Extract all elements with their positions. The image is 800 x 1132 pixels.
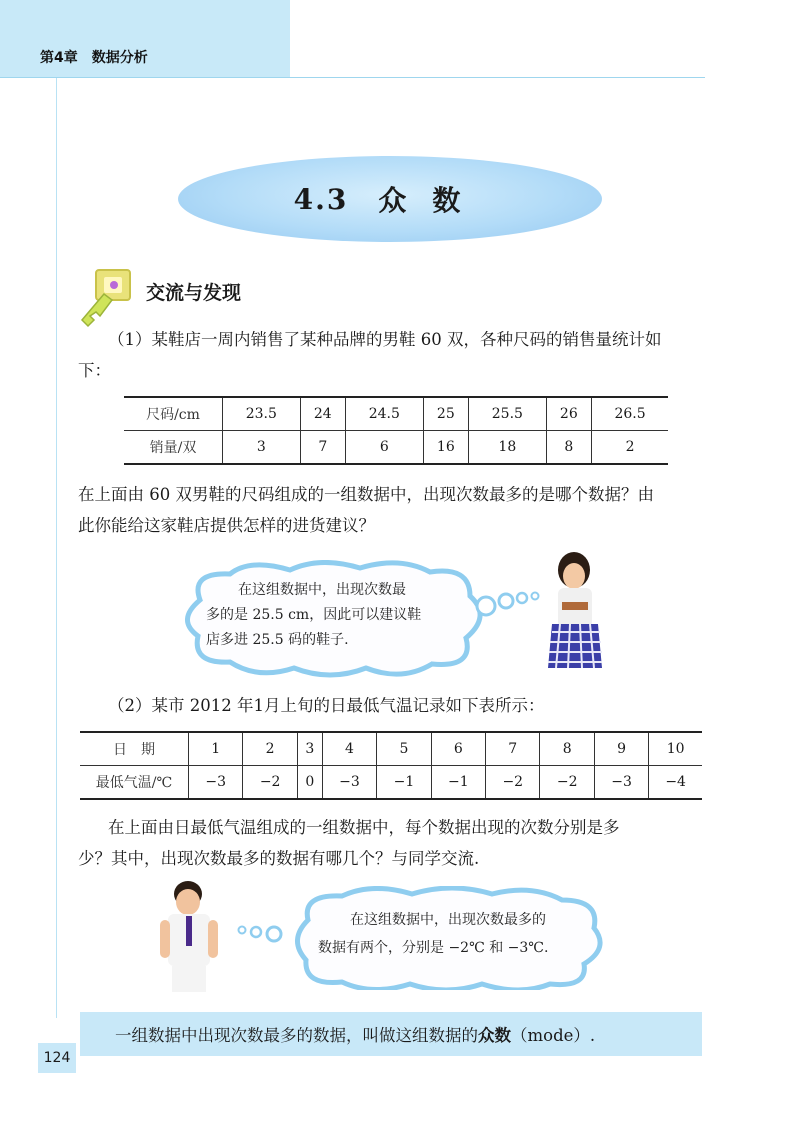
- table-cell: 23.5: [223, 397, 301, 431]
- table-cell: 3: [223, 431, 301, 465]
- table-cell: 25: [423, 397, 468, 431]
- table-cell: −3: [322, 766, 376, 800]
- table-cell: 3: [297, 732, 322, 766]
- row-header: 最低气温/℃: [80, 766, 189, 800]
- section-number: 4.3: [293, 182, 349, 216]
- question-1-followup-line-1: 在上面由 60 双男鞋的尺码组成的一组数据中，出现次数最多的是哪个数据？由: [78, 485, 654, 504]
- table-cell: 4: [322, 732, 376, 766]
- question-2-followup-line-2: 少？其中，出现次数最多的数据有哪几个？与同学交流.: [78, 849, 480, 868]
- table-row: [124, 397, 668, 431]
- table-cell: −1: [377, 766, 431, 800]
- bubble-1-line-1: 在这组数据中，出现次数最: [238, 582, 406, 598]
- boy-figure: [156, 880, 224, 992]
- table-cell: 8: [546, 431, 591, 465]
- key-icon: [74, 268, 136, 332]
- chapter-label: 第4章 数据分析: [40, 50, 148, 66]
- margin-line: [56, 78, 57, 1018]
- question-1-followup-line-2: 此你能给这家鞋店提供怎样的进货建议？: [78, 516, 375, 535]
- table-row: [80, 766, 702, 800]
- question-2-line: （2）某市 2012 年1月上旬的日最低气温记录如下表所示：: [108, 696, 545, 715]
- page-number: 124: [38, 1043, 76, 1073]
- section-title-word: 众数: [378, 184, 487, 217]
- table-cell: −2: [540, 766, 594, 800]
- table-cell: −2: [243, 766, 297, 800]
- table-cell: 9: [594, 732, 648, 766]
- table-cell: 6: [431, 732, 485, 766]
- table-cell: −2: [486, 766, 540, 800]
- table-cell: 7: [486, 732, 540, 766]
- table-cell: 24.5: [346, 397, 424, 431]
- table-cell: −4: [649, 766, 702, 800]
- definition-after: （mode）.: [511, 1026, 596, 1045]
- bubble-2-line-2: 数据有两个，分别是 −2℃ 和 −3℃.: [318, 940, 549, 956]
- table-row: [124, 431, 668, 465]
- table-cell: 26: [546, 397, 591, 431]
- bubble-2-line-1: 在这组数据中，出现次数最多的: [350, 912, 546, 928]
- question-1-line-2: 下：: [78, 361, 111, 380]
- temperature-table: [80, 731, 702, 800]
- question-2-followup-line-1: 在上面由日最低气温组成的一组数据中，每个数据出现的次数分别是多: [108, 818, 620, 837]
- table-cell: 25.5: [469, 397, 547, 431]
- table-cell: 5: [377, 732, 431, 766]
- table-cell: 10: [649, 732, 702, 766]
- table-cell: 16: [423, 431, 468, 465]
- table-cell: 7: [300, 431, 345, 465]
- table-cell: 1: [189, 732, 243, 766]
- bubble-1-line-3: 店多进 25.5 码的鞋子.: [206, 632, 349, 648]
- table-cell: 26.5: [592, 397, 668, 431]
- section-heading: 交流与发现: [146, 282, 242, 304]
- table-row: [80, 732, 702, 766]
- girl-figure: [544, 548, 606, 670]
- definition-text: [115, 1022, 595, 1046]
- header-divider: [0, 77, 705, 78]
- row-header: 日 期: [80, 732, 189, 766]
- definition-before: 一组数据中出现次数最多的数据，叫做这组数据的: [115, 1026, 478, 1045]
- definition-term: 众数: [478, 1026, 511, 1045]
- table-cell: 2: [243, 732, 297, 766]
- table-cell: 2: [592, 431, 668, 465]
- shoe-size-table: [124, 396, 668, 465]
- table-cell: 18: [469, 431, 547, 465]
- row-header: 尺码/cm: [124, 397, 223, 431]
- question-1-line-1: （1）某鞋店一周内销售了某种品牌的男鞋 60 双，各种尺码的销售量统计如: [108, 330, 662, 349]
- section-title: [178, 156, 602, 242]
- table-cell: −3: [189, 766, 243, 800]
- table-cell: −3: [594, 766, 648, 800]
- table-cell: 0: [297, 766, 322, 800]
- row-header: 销量/双: [124, 431, 223, 465]
- bubble-1-line-2: 多的是 25.5 cm，因此可以建议鞋: [206, 607, 422, 623]
- table-cell: −1: [431, 766, 485, 800]
- table-cell: 24: [300, 397, 345, 431]
- table-cell: 8: [540, 732, 594, 766]
- table-cell: 6: [346, 431, 424, 465]
